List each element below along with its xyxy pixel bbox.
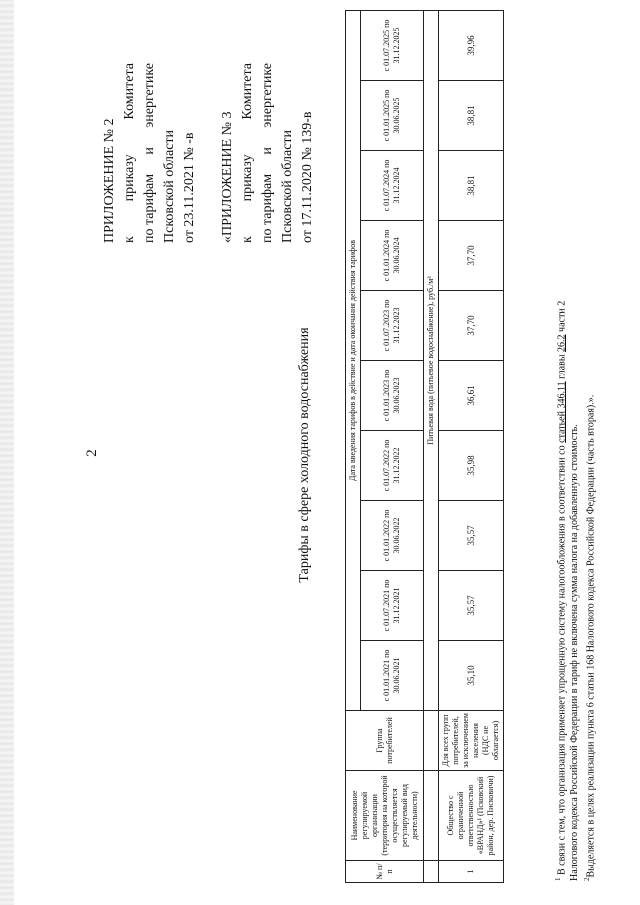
tariff-table: [345, 10, 504, 883]
annex-2-line-4: от 23.11.2021 № -в: [182, 132, 197, 243]
period-header: Дата введения тарифов в действие и дата окончания действия тарифов: [346, 10, 361, 710]
col-header-group: Группа потребителей: [346, 711, 424, 771]
tariff-value: 36,61: [439, 361, 504, 431]
period-6: с 01.07.2023 по 31.12.2023: [361, 291, 424, 361]
period-2: с 01.07.2021 по 31.12.2021: [361, 571, 424, 641]
tariff-value: 39,96: [439, 10, 504, 80]
annex-2-title: ПРИЛОЖЕНИЕ № 2: [102, 118, 117, 243]
period-8: с 01.07.2024 по 31.12.2024: [361, 151, 424, 221]
annex-2-line-3: Псковской области: [162, 129, 177, 243]
annex-3-line-1: к приказу Комитета: [240, 63, 255, 243]
row-num: 1: [439, 861, 504, 883]
footnotes: [552, 21, 598, 881]
col-header-org: Наименование регулируемой организации (территория на которой осуществляется регулируемый вид деятельности): [346, 771, 424, 861]
tariff-value: 35,98: [439, 431, 504, 501]
tariff-value: 37,70: [439, 221, 504, 291]
tariff-value: 38,81: [439, 81, 504, 151]
section-blank-1: [424, 861, 439, 883]
period-5: с 01.01.2023 по 30.06.2023: [361, 361, 424, 431]
annex-3-block: [218, 63, 318, 243]
period-1: с 01.01.2021 по 30.06.2021: [361, 641, 424, 711]
document-title: Тарифы в сфере холодного водоснабжения: [297, 327, 312, 583]
tariff-value: 35,57: [439, 501, 504, 571]
footnote-1: $^1$ В связи с тем, что организация применяет упрощенную систему налогообложения в соответствии со статьей 346.11 главы 26.2 части 2: [554, 300, 568, 881]
tariff-value: 35,10: [439, 641, 504, 711]
tariff-value: 35,57: [439, 571, 504, 641]
annex-2-line-2: по тарифам и энергетике: [142, 63, 157, 243]
annex-2-block: [100, 63, 200, 243]
table-row: [439, 10, 504, 882]
footnote-2: $^2$Выделяется в целях реализации пункта 6 статьи 168 Налогового кодекса Российской Федерации (часть вторая).».: [583, 394, 597, 881]
row-org: Общество с ограниченной ответственностью «ВРАНД»¹ (Псковский район, дер. Писковичи): [439, 771, 504, 861]
period-3: с 01.01.2022 по 30.06.2022: [361, 501, 424, 571]
footnote-1-cont: Налогового кодекса Российской Федерации в тариф не включена сумма налога на добавленную стоимость.: [569, 424, 581, 881]
row-group: Для всех групп потребителей, за исключением населения (НДС не облагается): [439, 711, 504, 771]
col-header-num: № п/п: [346, 861, 424, 883]
annex-3-line-2: по тарифам и энергетике: [260, 63, 275, 243]
tariff-value: 37,70: [439, 291, 504, 361]
article-link: статьей 346.11: [556, 381, 568, 443]
period-10: с 01.07.2025 по 31.12.2025: [361, 10, 424, 80]
chapter-link: 26.2: [556, 334, 568, 352]
page-number: 2: [84, 449, 100, 457]
tariff-value: 38,81: [439, 151, 504, 221]
annex-3-line-3: Псковской области: [280, 129, 295, 243]
section-blank-3: [424, 711, 439, 771]
annex-3-title: «ПРИЛОЖЕНИЕ № 3: [220, 111, 235, 243]
period-9: с 01.01.2025 по 30.06.2025: [361, 81, 424, 151]
annex-2-line-1: к приказу Комитета: [122, 63, 137, 243]
period-7: с 01.01.2024 по 30.06.2024: [361, 221, 424, 291]
annex-3-line-4: от 17.11.2020 № 139-в: [300, 111, 315, 243]
period-4: с 01.07.2022 по 31.12.2022: [361, 431, 424, 501]
section-blank-2: [424, 771, 439, 861]
section-drinking-water: Питьевая вода (питьевое водоснабжение), руб./м³: [424, 10, 439, 710]
